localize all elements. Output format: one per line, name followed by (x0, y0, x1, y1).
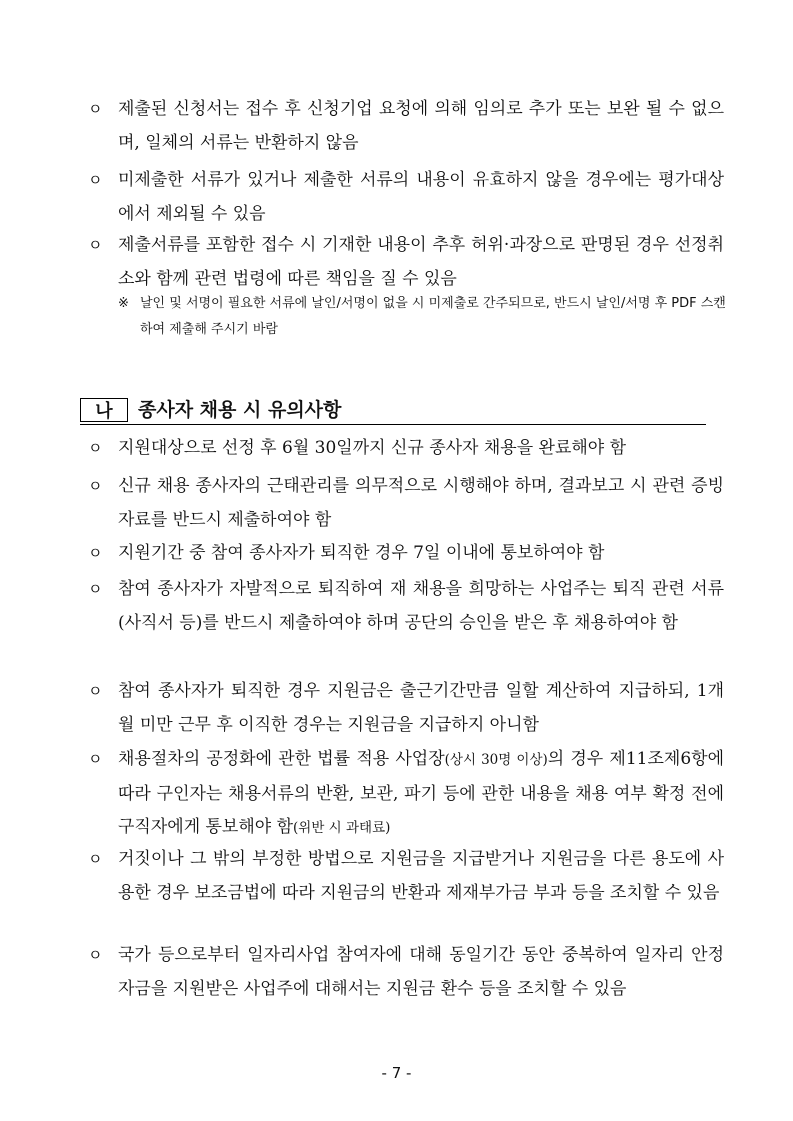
item-text: 제출서류를 포함한 접수 시 기재한 내용이 추후 허위·과장으로 판명된 경우 선정취소와 함께 관련 법령에 따른 책임을 질 수 있음 (118, 235, 724, 289)
item-text: 지원대상으로 선정 후 6월 30일까지 신규 종사자 채용을 완료해야 함 (118, 438, 627, 458)
section-header (80, 396, 706, 425)
item-text: 지원기간 중 참여 종사자가 퇴직한 경우 7일 이내에 통보하여야 함 (118, 543, 605, 563)
item-text: 미제출한 서류가 있거나 제출한 서류의 내용이 유효하지 않을 경우에는 평가대상에서 제외될 수 있음 (118, 170, 724, 224)
bullet-icon: ㅇ (88, 236, 103, 254)
list-item (88, 164, 724, 231)
item-text: 참여 종사자가 자발적으로 퇴직하여 재 채용을 희망하는 사업주는 퇴직 관련 서류(사직서 등)를 반드시 제출하여야 하며 공단의 승인을 받은 후 채용하여야 함 (118, 579, 724, 633)
list-item (88, 229, 724, 296)
bullet-icon: ㅇ (88, 544, 103, 562)
bullet-icon: ㅇ (88, 439, 103, 457)
item-text: 거짓이나 그 밖의 부정한 방법으로 지원금을 지급받거나 지원금을 다른 용도에 사용한 경우 보조금법에 따라 지원금의 반환과 제재부가금 부과 등을 조치할 수 있음 (118, 849, 724, 903)
list-item (88, 93, 724, 160)
bullet-icon: ㅇ (88, 682, 103, 700)
list-item (88, 939, 724, 1006)
page-number: - 7 - (381, 1064, 412, 1082)
item-text: 제출된 신청서는 접수 후 신청기업 요청에 의해 임의로 추가 또는 보완 될 수 없으며, 일체의 서류는 반환하지 않음 (118, 99, 724, 153)
bullet-icon: ㅇ (88, 171, 103, 189)
item-text: 신규 채용 종사자의 근태관리를 의무적으로 시행해야 하며, 결과보고 시 관련 증빙자료를 반드시 제출하여야 함 (118, 476, 724, 530)
item-text: 참여 종사자가 퇴직한 경우 지원금은 출근기간만큼 일할 계산하여 지급하되, 1개월 미만 근무 후 이직한 경우는 지원금을 지급하지 아니함 (118, 681, 724, 735)
item-text: 채용절차의 공정화에 관한 법률 적용 사업장(상시 30명 이상)의 경우 제11조제6항에 따라 구인자는 채용서류의 반환, 보관, 파기 등에 관한 내용을 채용 여부 확정 전에 구직자에게 통보해야 함(위반 시 과태료) (118, 749, 724, 837)
list-item (88, 843, 724, 910)
bullet-icon: ㅇ (88, 750, 103, 768)
list-item (88, 743, 724, 846)
bullet-icon: ㅇ (88, 477, 103, 495)
list-item (88, 573, 724, 640)
note-mark-icon: ※ (118, 296, 129, 311)
bullet-icon: ㅇ (88, 100, 103, 118)
bullet-icon: ㅇ (88, 580, 103, 598)
list-item (88, 537, 724, 571)
list-item (88, 470, 724, 537)
bullet-icon: ㅇ (88, 850, 103, 868)
item-text: 국가 등으로부터 일자리사업 참여자에 대해 동일기간 동안 중복하여 일자리 안정자금을 지원받은 사업주에 대해서는 지원금 환수 등을 조치할 수 있음 (118, 945, 724, 999)
section-title: 종사자 채용 시 유의사항 (138, 399, 342, 421)
bullet-icon: ㅇ (88, 946, 103, 964)
note-text: 날인 및 서명이 필요한 서류에 날인/서명이 없을 시 미제출로 간주되므로, 반드시 날인/서명 후 PDF 스캔하여 제출해 주시기 바람 (140, 296, 726, 337)
list-item (88, 675, 724, 742)
list-item (88, 432, 724, 466)
note (118, 291, 730, 343)
section-label: 나 (80, 398, 128, 422)
